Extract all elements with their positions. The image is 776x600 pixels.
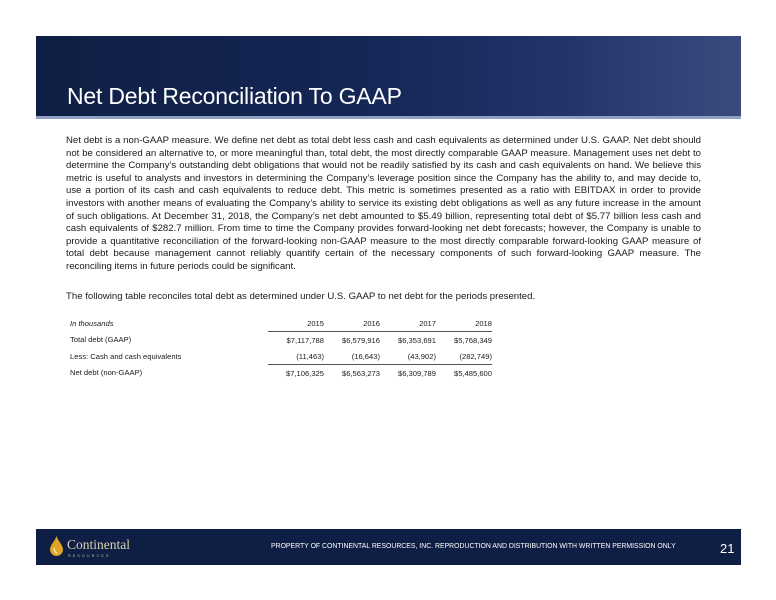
unit-label: In thousands bbox=[70, 318, 114, 328]
property-notice: PROPERTY OF CONTINENTAL RESOURCES, INC. REPRODUCTION AND DISTRIBUTION WITH WRITTEN PERMISSION ONLY bbox=[271, 543, 676, 550]
table-row bbox=[70, 365, 492, 382]
row-label: Less: Cash and cash equivalents bbox=[70, 351, 182, 361]
year-header: 2018 bbox=[436, 315, 492, 332]
table-intro: The following table reconciles total debt as determined under U.S. GAAP to net debt for the periods presented. bbox=[66, 291, 536, 302]
table-cell: $5,485,600 bbox=[453, 368, 492, 378]
body-paragraph: Net debt is a non-GAAP measure. We define net debt as total debt less cash and cash equivalents as determined under U.S. GAAP. Net debt should not be considered an alternative to, or more meaningful than, total debt, the most directly comparable GAAP measure. Management uses net debt to determine the Company’s outstanding debt obligations that would not be readily satisfied by its cash and cash equivalents on hand. We believe this metric is useful to analysts and investors in determining the Company’s leverage position since the Company has the ability to, and may decide to, use a portion of its cash and cash equivalents to reduce debt. This metric is sometimes presented as a ratio with EBITDAX in order to provide investors with another means of evaluating the Company’s ability to service its existing debt obligations as well as any future increase in the amount of such obligations. At December 31, 2018, the Company’s net debt amounted to $5.49 billion, representing total debt of $5.77 billion less cash and cash equivalents of $282.7 million. From time to time the Company provides forward-looking net debt forecasts; however, the Company is unable to provide a quantitative reconciliation of the forward-looking non-GAAP measure to the most directly comparable forward-looking GAAP measure of total debt because management cannot reliably quantify certain of the necessary components of such forward-looking GAAP measure. The reconciling items in future periods could be significant. bbox=[66, 135, 701, 272]
table-cell: (11,463) bbox=[268, 348, 324, 365]
table-header-row bbox=[70, 315, 492, 332]
table-cell: (282,749) bbox=[436, 348, 492, 365]
row-label: Net debt (non-GAAP) bbox=[70, 368, 143, 378]
table-cell: (16,643) bbox=[324, 348, 380, 365]
table-cell: (43,902) bbox=[380, 348, 436, 365]
footer-bar bbox=[36, 529, 741, 565]
table-cell: $6,353,691 bbox=[397, 335, 436, 345]
reconciliation-table bbox=[70, 315, 492, 381]
table-row bbox=[70, 332, 492, 349]
page-number: 21 bbox=[720, 541, 735, 556]
table-cell: $6,563,273 bbox=[341, 368, 380, 378]
year-header: 2017 bbox=[380, 315, 436, 332]
table-cell: $7,117,788 bbox=[286, 335, 324, 345]
year-header: 2015 bbox=[268, 315, 324, 332]
table-cell: $6,309,789 bbox=[397, 368, 436, 378]
company-logo bbox=[50, 535, 140, 561]
table-cell: $7,106,325 bbox=[285, 368, 324, 378]
table-cell: $5,768,349 bbox=[453, 335, 492, 345]
table-row bbox=[70, 348, 492, 365]
logo-name: Continental bbox=[67, 537, 130, 552]
row-label: Total debt (GAAP) bbox=[70, 335, 132, 345]
oil-drop-icon bbox=[50, 536, 63, 556]
table-cell: $6,579,916 bbox=[341, 335, 380, 345]
title-banner bbox=[36, 36, 741, 116]
page-title: Net Debt Reconciliation To GAAP bbox=[67, 83, 402, 109]
logo-subtitle: RESOURCES bbox=[68, 554, 111, 558]
year-header: 2016 bbox=[324, 315, 380, 332]
